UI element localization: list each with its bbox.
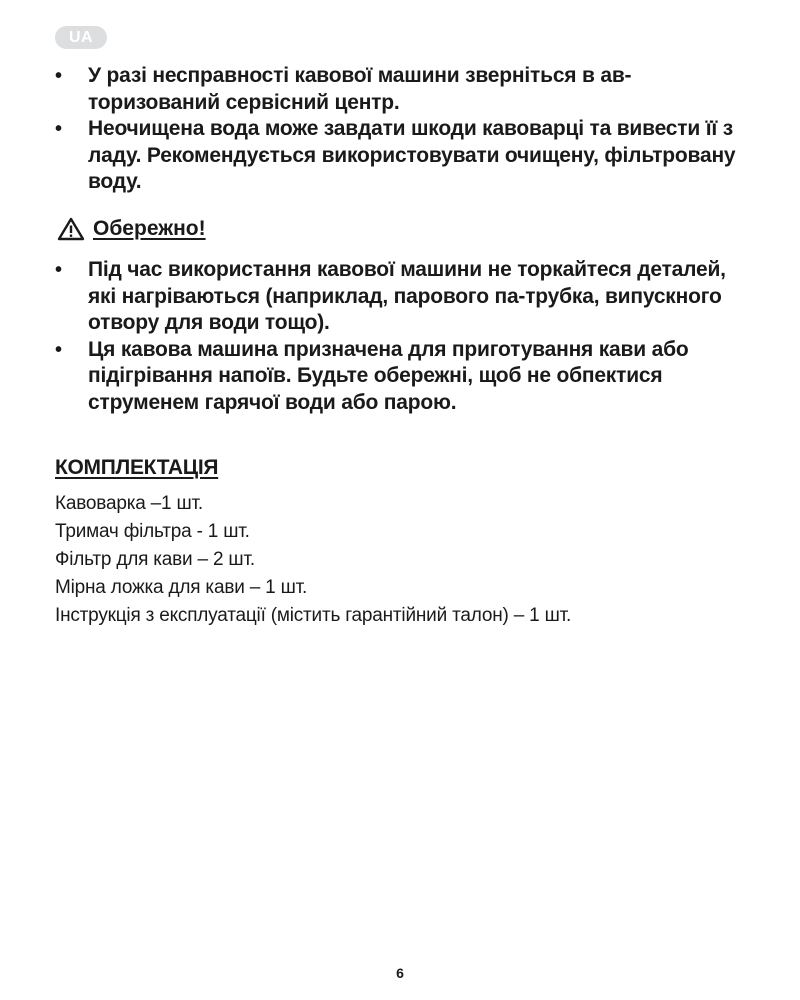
list-item xyxy=(55,116,755,196)
caution-title: Обережно! xyxy=(93,217,206,240)
list-item xyxy=(55,337,755,417)
contents-item: Кавоварка –1 шт. xyxy=(55,493,204,514)
list-item-text: Під час використання кавової машини не торкайтеся деталей, які нагріваються (наприклад, парового па-трубка, випускного отвору для води тощо). xyxy=(88,258,726,334)
bullet-icon: • xyxy=(55,65,62,87)
caution-heading xyxy=(57,217,206,241)
list-item-text: У разі несправності кавової машини зверніться в ав-торизований сервісний центр. xyxy=(88,64,632,114)
list-item xyxy=(55,63,755,116)
list-item-text: Неочищена вода може завдати шкоди кавоварці та вивести її з ладу. Рекомендується використовувати очищену, фільтровану воду. xyxy=(88,117,736,193)
caution-list xyxy=(55,257,755,416)
bullet-icon: • xyxy=(55,338,62,361)
contents-list xyxy=(55,490,755,630)
contents-title: КОМПЛЕКТАЦІЯ xyxy=(55,456,219,479)
bullet-icon: • xyxy=(55,118,62,140)
contents-item: Тримач фільтра - 1 шт. xyxy=(55,521,250,542)
contents-item: Фільтр для кави – 2 шт. xyxy=(55,549,255,570)
list-item-text: Ця кавова машина призначена для приготування кави або підігрівання напоїв. Будьте обережні, щоб не обпектися струменем гарячої води або парою. xyxy=(88,337,689,414)
page-number: 6 xyxy=(396,965,404,981)
contents-item: Інструкція з експлуатації (містить гарантійний талон) – 1 шт. xyxy=(55,605,572,626)
warnings-top-list xyxy=(55,63,755,196)
language-badge: UA xyxy=(55,26,107,49)
list-item xyxy=(55,257,755,337)
contents-item: Мірна ложка для кави – 1 шт. xyxy=(55,577,308,598)
bullet-icon: • xyxy=(55,259,62,281)
warning-triangle-icon xyxy=(57,217,85,241)
